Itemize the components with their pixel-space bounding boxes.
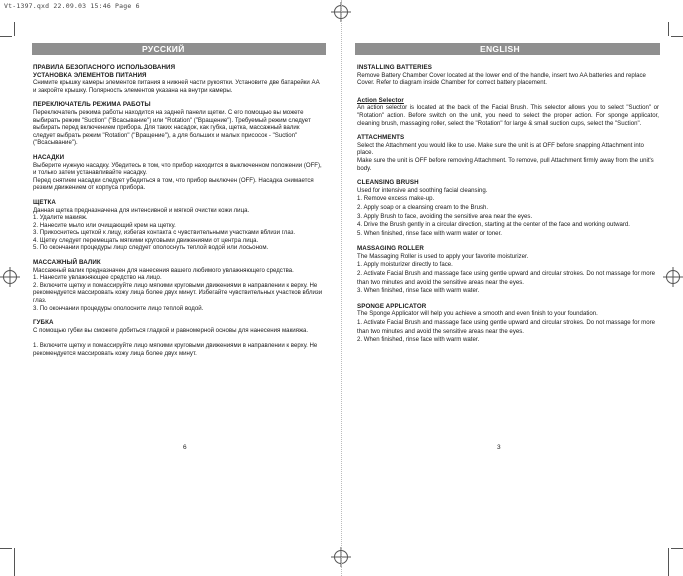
section-title: Action Selector (357, 96, 404, 104)
section-title: CLEANSING BRUSH (357, 179, 419, 187)
crop-mark (0, 36, 12, 37)
center-fold-line (341, 0, 342, 576)
crop-mark (668, 548, 669, 576)
crop-mark (14, 548, 15, 576)
section-body: Select the Attachment you would like to use. Make sure the unit is at OFF before snapping Attachment into place. Make sure the unit is OFF before removing Attachment. To remove, pull Attachment firmly away from the unit's body. (357, 141, 654, 172)
crop-mark (671, 548, 683, 549)
header-title-english: ENGLISH (480, 44, 520, 54)
section-title: ПРАВИЛА БЕЗОПАСНОГО ИСПОЛЬЗОВАНИЯ УСТАНОВКА ЭЛЕМЕНТОВ ПИТАНИЯ (33, 64, 176, 79)
section-cleansing-brush (357, 179, 659, 238)
section-title: НАСАДКИ (33, 153, 65, 161)
section-batteries (357, 64, 659, 87)
header-title-russian: РУССКИЙ (142, 44, 185, 54)
section-title: МАССАЖНЫЙ ВАЛИК (33, 259, 101, 267)
section-body: Данная щетка предназначена для интенсивной и мягкой очистки кожи лица. 1. Удалите макияж. 2. Нанесите мыло или очищающий крем на щетку. 3. Прикоснитесь щеткой к лицу, избегая контакта с чувствительными участками вблизи глаз. 4. Щетку следует перемещать мягкими круговыми движениями от центра лица. 5. По окончании процедуры лицо следует ополоснуть теплой водой или лосьоном. (33, 206, 296, 252)
section-body: Снимите крышку камеры элементов питания в нижней части рукоятки. Установите две батарейки АА и закройте крышку. Полярность элементов указана на внутри камеры. (33, 79, 320, 94)
section-body: С помощью губки вы сможете добиться гладкой и равномерной основы для нанесения макияжа. 1. Включите щетку и помассируйте лицо мягкими круговыми движениями в направлении к верху. Не рекомендуется массировать кожу лица более двух минут. (33, 326, 318, 357)
crop-mark (0, 548, 12, 549)
section-body: Переключатель режима работы находится на задней панели щетки. С его помощью вы можете выбирать режим "Suction" ("Всасывание") или "Rotation" ("Вращение"). Требуемый режим следует выбирать перед включением прибора. Для таких насадок, как губка, щетка, массажный валик следует выбрать режим "Rotation" ("Вращение"), а для больших и малых присосок - "Suction" ("Всасывание"). (33, 108, 311, 147)
section-roller (33, 259, 323, 312)
page-number-right: 3 (497, 444, 501, 451)
section-title: ЩЕТКА (33, 198, 56, 206)
crop-mark (668, 22, 669, 36)
section-attachments (357, 134, 659, 172)
section-title: INSTALLING BATTERIES (357, 64, 432, 71)
section-title: ПЕРЕКЛЮЧАТЕЛЬ РЕЖИМА РАБОТЫ (33, 101, 151, 109)
section-sponge (33, 319, 323, 357)
section-attachments (33, 154, 323, 192)
section-mode-switch (33, 101, 323, 147)
left-column (33, 64, 323, 364)
section-body: The Sponge Applicator will help you achieve a smooth and even finish to your foundation. 1. Activate Facial Brush and massage face using gentle upward and circular strokes. Do not massage for more than two minutes and avoid the sensitive areas near the eyes. 2. When finished, rinse face with warm water. (357, 310, 656, 344)
section-body: Выберите нужную насадку. Убедитесь в том, что прибор находится в выключенном положении (OFF), и только затем устанавливайте насадку. Перед снятием насадки следует убедиться в том, что прибор выключен (OFF). Насадка снимается резким движением от корпуса прибора. (33, 161, 322, 192)
section-title: SPONGE APPLICATOR (357, 302, 427, 310)
print-slug: Vt-1397.qxd 22.09.03 15:46 Page 6 (4, 2, 140, 10)
section-body: An action selector is located at the back of the Facial Brush. This selector allows you to select "Suction" or "Rotation" action. Before switch on the unit, you need to select the proper action. For sponge applicator, cleaning brush, massaging roller, select the "Rotation" for large & small suction cups, select the "Suction". (357, 104, 659, 127)
section-title: ГУБКА (33, 319, 54, 327)
crop-mark (14, 22, 15, 36)
section-title: MASSAGING ROLLER (357, 245, 424, 253)
section-action-selector (357, 97, 659, 127)
crop-mark (671, 36, 683, 37)
section-massaging-roller (357, 245, 659, 296)
section-body: Used for intensive and soothing facial cleansing. 1. Remove excess make-up. 2. Apply soap or a cleansing cream to the Brush. 3. Apply Brush to face, avoiding the sensitive area near the eyes. 4. Drive the Brush gently in a circular direction, starting at the center of the face and working outward. 5. When finished, rinse face with warm water or toner. (357, 186, 631, 237)
section-body: The Massaging Roller is used to apply your favorite moisturizer. 1. Apply moisturizer directly to face. 2. Activate Facial Brush and massage face using gentle upward and circular strokes. Do not massage for more than two minutes and avoid the sensitive areas near the eyes. 3. When finished, rinse face with warm water. (357, 252, 656, 295)
registration-mark-right (666, 270, 680, 284)
right-column (357, 64, 659, 352)
registration-mark-left (3, 270, 17, 284)
section-body: Remove Battery Chamber Cover located at the lower end of the handle, insert two AA batteries and replace Cover. Refer to diagram inside Chamber for correct battery placement. (357, 71, 646, 87)
section-body: Массажный валик предназначен для нанесения вашего любимого увлажняющего средства. 1. Нанесите увлажняющее средство на лицо. 2. Включите щетку и помассируйте лицо мягкими круговыми движениями в направлении к верху. Не рекомендуется массировать кожу лица более двух минут. Избегайте чувствительных участков вблизи глаз. 3. По окончании процедуры ополосните лицо теплой водой. (33, 266, 323, 312)
section-brush (33, 199, 323, 252)
page-number-left: 6 (183, 444, 187, 451)
section-title: ATTACHMENTS (357, 134, 405, 142)
section-sponge-applicator (357, 303, 659, 345)
section-safety (33, 64, 323, 94)
